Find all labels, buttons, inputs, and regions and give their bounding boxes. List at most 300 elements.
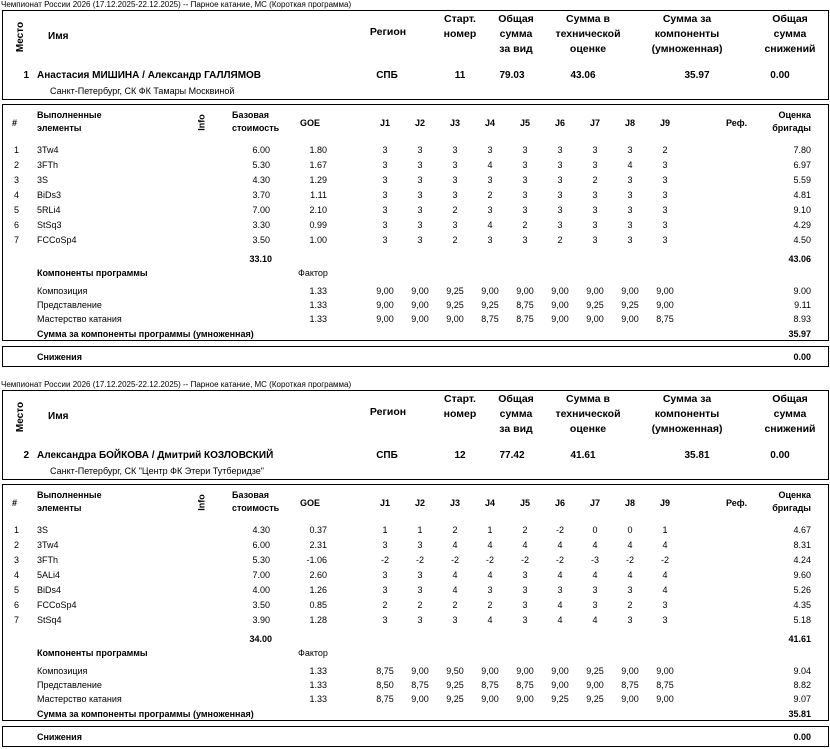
- club: Санкт-Петербург, СК ФК Тамары Москвиной: [50, 86, 235, 96]
- element-judge-score: 3: [557, 585, 563, 595]
- element-judge-score: 3: [452, 190, 458, 200]
- element-name: 3Tw4: [37, 540, 59, 550]
- element-judge-score: -2: [625, 555, 634, 565]
- name-header: Имя: [48, 411, 69, 422]
- tes-header-line: Сумма в: [566, 13, 610, 25]
- judge-header-1: J1: [379, 498, 390, 508]
- elements-header: элементы: [37, 123, 82, 133]
- deductions-score: 0.00: [770, 450, 790, 461]
- component-judge-score: 9,25: [446, 694, 464, 704]
- component-judge-score: 8,75: [656, 314, 674, 324]
- component-panel-score: 8.82: [793, 680, 811, 690]
- element-panel-score: 4.81: [793, 190, 811, 200]
- component-judge-score: 9,00: [411, 694, 429, 704]
- element-number: 7: [14, 235, 20, 245]
- component-judge-score: 9,25: [481, 300, 499, 310]
- element-judge-score: 3: [557, 175, 563, 185]
- component-judge-score: 9,00: [516, 666, 534, 676]
- element-judge-score: 3: [417, 585, 423, 595]
- element-goe: 2.10: [309, 205, 327, 215]
- start-header-line: номер: [443, 28, 477, 40]
- club: Санкт-Петербург, СК "Центр ФК Этери Тутберидзе": [50, 466, 264, 476]
- component-judge-score: 8,75: [516, 300, 534, 310]
- judge-header-8: J8: [624, 498, 635, 508]
- deductions-score: 0.00: [770, 70, 790, 81]
- info-header: Info: [196, 494, 207, 511]
- start-number: 11: [454, 70, 466, 81]
- judge-header-7: J7: [589, 118, 600, 128]
- component-factor: 1.33: [309, 286, 327, 296]
- start-header-line: Старт.: [444, 393, 476, 405]
- element-judge-score: 3: [592, 145, 598, 155]
- component-judge-score: 9,00: [656, 300, 674, 310]
- element-judge-score: 3: [382, 585, 388, 595]
- component-judge-score: 9,00: [621, 666, 639, 676]
- component-judge-score: 8,75: [376, 666, 394, 676]
- component-judge-score: 8,75: [411, 680, 429, 690]
- element-judge-score: 2: [452, 235, 458, 245]
- deductions-header-line: сумма: [773, 28, 807, 40]
- component-factor: 1.33: [309, 300, 327, 310]
- element-judge-score: 2: [662, 145, 668, 155]
- component-name: Композиция: [37, 666, 88, 676]
- judge-header-5: J5: [519, 498, 530, 508]
- component-judge-score: 8,75: [481, 680, 499, 690]
- element-number: 6: [14, 220, 20, 230]
- element-judge-score: 3: [557, 220, 563, 230]
- skater-name: Александра БОЙКОВА / Дмитрий КОЗЛОВСКИЙ: [37, 450, 274, 461]
- element-judge-score: 2: [487, 190, 493, 200]
- element-judge-score: 3: [382, 175, 388, 185]
- component-factor: 1.33: [309, 694, 327, 704]
- component-judge-score: 9,00: [551, 314, 569, 324]
- deductions-label: Снижения: [37, 732, 82, 742]
- element-goe: 0.85: [309, 600, 327, 610]
- component-judge-score: 8,75: [656, 680, 674, 690]
- component-judge-score: 9,00: [656, 666, 674, 676]
- place-header: Место: [15, 401, 26, 433]
- element-judge-score: 3: [487, 235, 493, 245]
- element-judge-score: 2: [522, 220, 528, 230]
- element-judge-score: 3: [627, 145, 633, 155]
- element-judge-score: 3: [417, 615, 423, 625]
- element-name: FCCoSp4: [37, 235, 77, 245]
- element-judge-score: 3: [592, 205, 598, 215]
- factor-header: Фактор: [298, 648, 328, 658]
- component-judge-score: 8,75: [516, 314, 534, 324]
- element-judge-score: 4: [592, 615, 598, 625]
- total-header-line: за вид: [499, 43, 533, 55]
- element-base: 6.00: [252, 145, 270, 155]
- judge-header-1: J1: [379, 118, 390, 128]
- element-goe: 1.80: [309, 145, 327, 155]
- element-judge-score: 3: [522, 585, 528, 595]
- element-judge-score: 3: [627, 235, 633, 245]
- judge-header-3: J3: [449, 498, 460, 508]
- component-judge-score: 8,50: [376, 680, 394, 690]
- element-judge-score: 2: [487, 600, 493, 610]
- component-judge-score: 9,00: [621, 286, 639, 296]
- component-judge-score: 8,75: [621, 680, 639, 690]
- element-name: FCCoSp4: [37, 600, 77, 610]
- component-judge-score: 9,00: [516, 286, 534, 296]
- total-header-line: Общая: [498, 13, 534, 25]
- element-name: BiDs4: [37, 585, 62, 595]
- element-judge-score: 3: [417, 160, 423, 170]
- element-panel-score: 9.10: [793, 205, 811, 215]
- deductions-total: 0.00: [793, 352, 811, 362]
- element-judge-score: 3: [417, 145, 423, 155]
- component-judge-score: 8,75: [481, 314, 499, 324]
- judge-header-7: J7: [589, 498, 600, 508]
- element-judge-score: 3: [452, 175, 458, 185]
- element-judge-score: 3: [627, 585, 633, 595]
- element-judge-score: 3: [557, 160, 563, 170]
- element-panel-score: 8.31: [793, 540, 811, 550]
- component-judge-score: 9,00: [446, 314, 464, 324]
- component-judge-score: 9,00: [411, 300, 429, 310]
- element-judge-score: 1: [662, 525, 668, 535]
- element-number: 5: [14, 585, 20, 595]
- pcs-header-line: (умноженная): [651, 423, 723, 435]
- element-goe: 1.29: [309, 175, 327, 185]
- element-panel-score: 7.80: [793, 145, 811, 155]
- element-judge-score: 3: [627, 615, 633, 625]
- element-judge-score: 2: [417, 600, 423, 610]
- element-judge-score: 3: [417, 205, 423, 215]
- element-judge-score: 3: [522, 615, 528, 625]
- base-header: стоимость: [232, 123, 280, 133]
- component-name: Представление: [37, 680, 102, 690]
- element-judge-score: 3: [487, 175, 493, 185]
- element-judge-score: 4: [557, 540, 563, 550]
- element-base: 6.00: [252, 540, 270, 550]
- element-panel-score: 6.97: [793, 160, 811, 170]
- element-base: 4.00: [252, 585, 270, 595]
- element-judge-score: 4: [662, 585, 668, 595]
- element-judge-score: 3: [382, 235, 388, 245]
- element-judge-score: 3: [487, 205, 493, 215]
- panel-header: бригады: [772, 123, 811, 133]
- element-judge-score: 3: [662, 190, 668, 200]
- element-judge-score: -2: [450, 555, 459, 565]
- component-judge-score: 9,00: [376, 314, 394, 324]
- element-panel-score: 5.26: [793, 585, 811, 595]
- element-goe: -1.06: [306, 555, 327, 565]
- element-number: 6: [14, 600, 20, 610]
- total-header-line: сумма: [499, 28, 533, 40]
- element-name: 3S: [37, 525, 49, 535]
- name-header: Имя: [48, 31, 69, 42]
- element-base: 4.30: [252, 525, 270, 535]
- tes-header-line: технической: [555, 408, 621, 420]
- elements-header: Выполненные: [37, 490, 102, 500]
- deductions-header-line: Общая: [772, 393, 808, 405]
- rank: 1: [23, 70, 29, 81]
- tes-header-line: оценке: [569, 43, 607, 55]
- region: СПБ: [376, 450, 398, 461]
- component-judge-score: 8,75: [376, 694, 394, 704]
- element-number: 2: [14, 160, 20, 170]
- element-judge-score: -2: [660, 555, 669, 565]
- goe-header: GOE: [300, 118, 321, 128]
- base-total: 33.10: [249, 254, 272, 264]
- element-judge-score: 4: [487, 570, 493, 580]
- element-panel-score: 4.29: [793, 220, 811, 230]
- component-judge-score: 9,25: [621, 300, 639, 310]
- component-judge-score: 9,25: [551, 694, 569, 704]
- element-judge-score: 3: [592, 235, 598, 245]
- component-panel-score: 9.07: [793, 694, 811, 704]
- element-judge-score: 3: [662, 600, 668, 610]
- deductions-label: Снижения: [37, 352, 82, 362]
- component-judge-score: 9,00: [656, 286, 674, 296]
- element-judge-score: 4: [592, 570, 598, 580]
- element-judge-score: 2: [557, 235, 563, 245]
- event-title: Чемпионат России 2026 (17.12.2025-22.12.2025) -- Парное катание, МС (Короткая программа): [1, 380, 352, 389]
- element-goe: 0.37: [309, 525, 327, 535]
- pcs-score: 35.81: [684, 450, 710, 461]
- element-judge-score: 3: [382, 205, 388, 215]
- pcs-header-line: компоненты: [654, 408, 720, 420]
- component-judge-score: 9,00: [621, 694, 639, 704]
- element-number: 5: [14, 205, 20, 215]
- element-base: 7.00: [252, 570, 270, 580]
- element-judge-score: 3: [452, 615, 458, 625]
- total-header-line: Общая: [498, 393, 534, 405]
- component-judge-score: 9,00: [621, 314, 639, 324]
- tes-score: 43.06: [570, 70, 596, 81]
- element-judge-score: 3: [417, 540, 423, 550]
- total-score: 79.03: [499, 70, 525, 81]
- element-judge-score: 3: [417, 190, 423, 200]
- element-judge-score: 3: [592, 585, 598, 595]
- pcs-header-line: компоненты: [654, 28, 720, 40]
- element-panel-score: 5.18: [793, 615, 811, 625]
- element-judge-score: 3: [627, 205, 633, 215]
- tes-header-line: оценке: [569, 423, 607, 435]
- component-factor: 1.33: [309, 314, 327, 324]
- element-judge-score: 4: [662, 570, 668, 580]
- element-judge-score: 3: [592, 160, 598, 170]
- component-judge-score: 9,00: [551, 286, 569, 296]
- element-name: 3Tw4: [37, 145, 59, 155]
- component-judge-score: 9,00: [411, 314, 429, 324]
- referee-header: Реф.: [726, 498, 748, 508]
- element-base: 3.70: [252, 190, 270, 200]
- component-judge-score: 9,00: [586, 286, 604, 296]
- elements-header: Выполненные: [37, 110, 102, 120]
- tes-header-line: технической: [555, 28, 621, 40]
- element-base: 3.50: [252, 600, 270, 610]
- element-judge-score: 3: [382, 145, 388, 155]
- total-header-line: сумма: [499, 408, 533, 420]
- element-judge-score: 4: [522, 540, 528, 550]
- element-judge-score: 3: [592, 600, 598, 610]
- element-judge-score: 3: [522, 205, 528, 215]
- element-goe: 1.26: [309, 585, 327, 595]
- element-number: 3: [14, 555, 20, 565]
- element-base: 5.30: [252, 160, 270, 170]
- judge-header-6: J6: [554, 118, 565, 128]
- element-judge-score: -2: [555, 525, 564, 535]
- element-judge-score: 1: [382, 525, 388, 535]
- element-goe: 2.60: [309, 570, 327, 580]
- panel-header: Оценка: [778, 490, 811, 500]
- element-name: StSq3: [37, 220, 62, 230]
- element-judge-score: 3: [452, 145, 458, 155]
- component-judge-score: 9,00: [586, 314, 604, 324]
- element-judge-score: 3: [557, 145, 563, 155]
- start-header-line: номер: [443, 408, 477, 420]
- element-judge-score: 3: [557, 205, 563, 215]
- element-number: 4: [14, 190, 20, 200]
- components-header: Компоненты программы: [37, 268, 148, 278]
- component-judge-score: 9,00: [551, 300, 569, 310]
- base-header: стоимость: [232, 503, 280, 513]
- element-judge-score: 4: [627, 540, 633, 550]
- component-judge-score: 9,00: [376, 286, 394, 296]
- element-judge-score: 3: [382, 540, 388, 550]
- element-judge-score: 2: [452, 205, 458, 215]
- hash-header: #: [12, 118, 18, 128]
- region: СПБ: [376, 70, 398, 81]
- tes-score: 41.61: [570, 450, 596, 461]
- element-judge-score: -2: [555, 555, 564, 565]
- component-name: Композиция: [37, 286, 88, 296]
- deductions-header-line: Общая: [772, 13, 808, 25]
- component-judge-score: 9,00: [411, 666, 429, 676]
- pcs-total-label: Сумма за компоненты программы (умноженная): [37, 709, 254, 719]
- element-goe: 1.67: [309, 160, 327, 170]
- component-judge-score: 9,00: [376, 300, 394, 310]
- element-number: 1: [14, 145, 20, 155]
- component-judge-score: 8,75: [516, 680, 534, 690]
- element-judge-score: 3: [522, 175, 528, 185]
- element-judge-score: 3: [417, 220, 423, 230]
- elements-header: элементы: [37, 503, 82, 513]
- element-judge-score: 4: [487, 540, 493, 550]
- element-judge-score: 4: [452, 540, 458, 550]
- component-judge-score: 9,00: [516, 694, 534, 704]
- element-judge-score: 3: [592, 220, 598, 230]
- goe-header: GOE: [300, 498, 321, 508]
- element-judge-score: 0: [592, 525, 598, 535]
- referee-header: Реф.: [726, 118, 748, 128]
- deductions-header-line: снижений: [764, 423, 816, 435]
- info-header: Info: [196, 114, 207, 131]
- element-judge-score: 3: [382, 220, 388, 230]
- element-judge-score: 4: [452, 585, 458, 595]
- element-judge-score: 3: [522, 190, 528, 200]
- element-judge-score: 3: [487, 145, 493, 155]
- judge-header-4: J4: [484, 498, 495, 508]
- element-judge-score: 3: [417, 175, 423, 185]
- element-judge-score: 3: [662, 175, 668, 185]
- element-panel-score: 4.35: [793, 600, 811, 610]
- component-judge-score: 9,00: [551, 666, 569, 676]
- panel-header: Оценка: [778, 110, 811, 120]
- element-name: 5RLi4: [37, 205, 61, 215]
- deductions-header-line: снижений: [764, 43, 816, 55]
- element-panel-score: 4.67: [793, 525, 811, 535]
- element-judge-score: 3: [627, 190, 633, 200]
- judge-header-2: J2: [414, 498, 425, 508]
- component-judge-score: 9,00: [551, 680, 569, 690]
- pcs-total: 35.97: [788, 329, 811, 339]
- element-base: 7.00: [252, 205, 270, 215]
- element-judge-score: 3: [662, 220, 668, 230]
- element-judge-score: 2: [592, 175, 598, 185]
- pcs-header-line: Сумма за: [662, 393, 712, 405]
- pcs-score: 35.97: [684, 70, 710, 81]
- element-name: StSq4: [37, 615, 62, 625]
- judge-header-4: J4: [484, 118, 495, 128]
- judge-header-2: J2: [414, 118, 425, 128]
- component-panel-score: 8.93: [793, 314, 811, 324]
- component-factor: 1.33: [309, 666, 327, 676]
- element-judge-score: 3: [662, 235, 668, 245]
- element-goe: 1.28: [309, 615, 327, 625]
- element-judge-score: 2: [627, 600, 633, 610]
- element-number: 1: [14, 525, 20, 535]
- element-judge-score: -2: [415, 555, 424, 565]
- element-judge-score: 3: [627, 220, 633, 230]
- element-name: 3S: [37, 175, 49, 185]
- component-judge-score: 9,00: [411, 286, 429, 296]
- element-judge-score: -3: [590, 555, 599, 565]
- element-judge-score: 3: [452, 160, 458, 170]
- element-goe: 1.11: [310, 190, 327, 200]
- component-panel-score: 9.11: [794, 300, 811, 310]
- element-base: 3.50: [252, 235, 270, 245]
- element-judge-score: 3: [662, 615, 668, 625]
- component-factor: 1.33: [309, 680, 327, 690]
- element-judge-score: 3: [452, 220, 458, 230]
- element-judge-score: 0: [627, 525, 633, 535]
- element-judge-score: 3: [382, 190, 388, 200]
- factor-header: Фактор: [298, 268, 328, 278]
- component-judge-score: 9,00: [481, 286, 499, 296]
- element-goe: 2.31: [309, 540, 327, 550]
- element-judge-score: 2: [382, 600, 388, 610]
- pcs-header-line: Сумма за: [662, 13, 712, 25]
- pcs-total: 35.81: [788, 709, 811, 719]
- base-header: Базовая: [232, 110, 270, 120]
- element-judge-score: 3: [522, 235, 528, 245]
- element-judge-score: 1: [417, 525, 423, 535]
- element-judge-score: 4: [557, 615, 563, 625]
- element-judge-score: 3: [522, 570, 528, 580]
- element-base: 4.30: [252, 175, 270, 185]
- base-header: Базовая: [232, 490, 270, 500]
- element-judge-score: 2: [522, 525, 528, 535]
- panel-header: бригады: [772, 503, 811, 513]
- component-name: Мастерство катания: [37, 694, 122, 704]
- component-name: Представление: [37, 300, 102, 310]
- element-number: 4: [14, 570, 20, 580]
- element-judge-score: 3: [662, 205, 668, 215]
- element-judge-score: 4: [487, 615, 493, 625]
- deductions-total: 0.00: [793, 732, 811, 742]
- components-header: Компоненты программы: [37, 648, 148, 658]
- element-judge-score: 3: [522, 600, 528, 610]
- place-header: Место: [15, 21, 26, 53]
- element-goe: 1.00: [309, 235, 327, 245]
- component-judge-score: 9,00: [586, 680, 604, 690]
- element-name: 3FTh: [37, 160, 59, 170]
- element-number: 2: [14, 540, 20, 550]
